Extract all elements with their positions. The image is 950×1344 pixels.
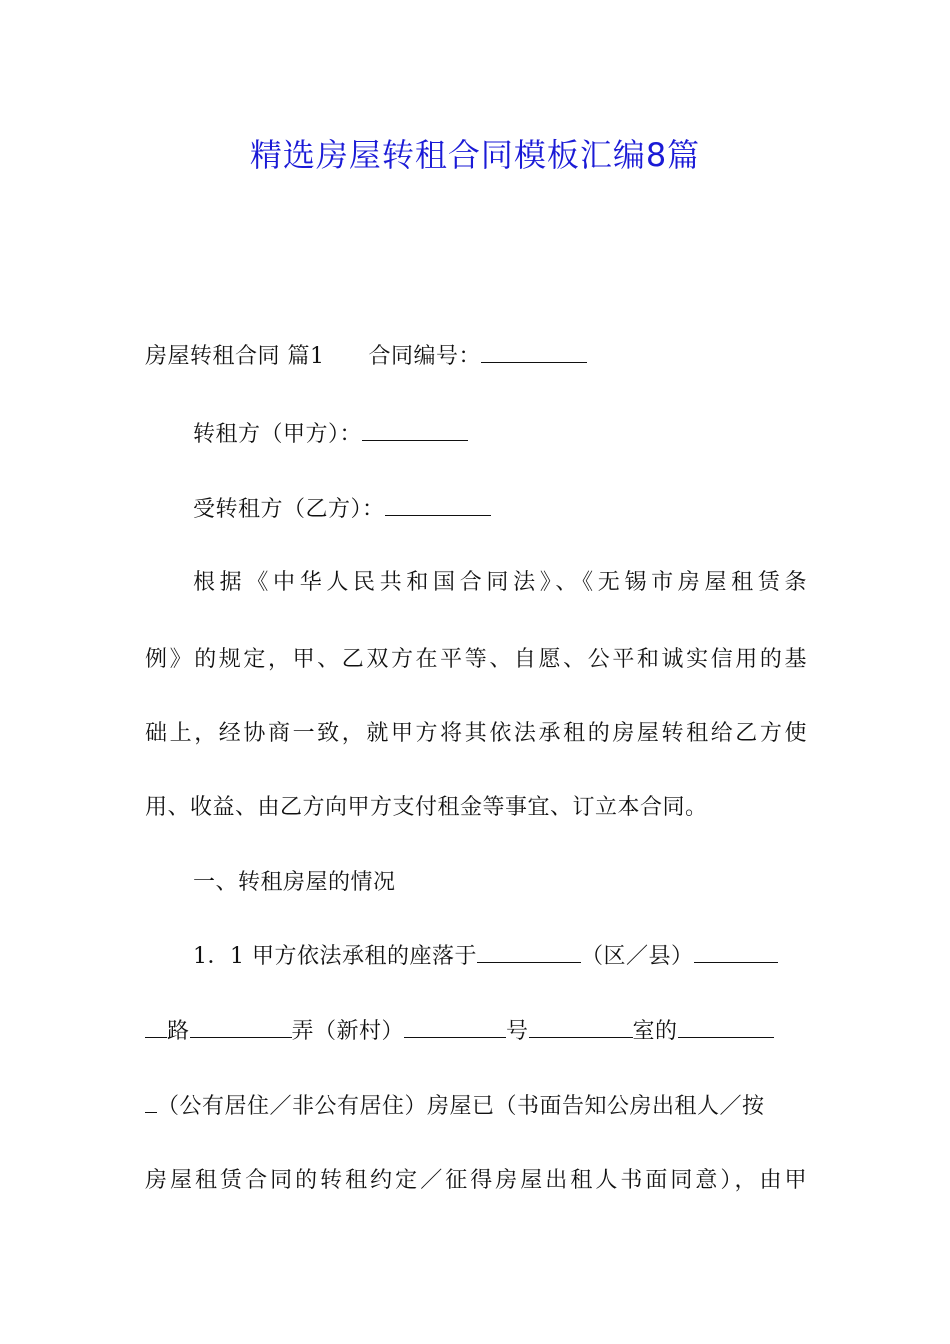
section-1-heading: 一、转租房屋的情况 [193, 870, 396, 895]
clause-1-1-line-3 [145, 1092, 807, 1122]
district-label: （区／县） [581, 944, 694, 969]
lane-blank [404, 1017, 506, 1038]
preamble-line-2: 例》的规定，甲、乙双方在平等、自愿、公平和诚实信用的基 [145, 647, 807, 672]
lane-label: 弄（新村） [291, 1019, 405, 1044]
room-label: 室的 [632, 1019, 678, 1044]
preamble-line-3: 础上，经协商一致，就甲方将其依法承租的房屋转租给乙方使 [145, 721, 807, 746]
road-label: 路 [167, 1019, 190, 1044]
party-a-line [193, 420, 807, 450]
housing-type: （公有居住／非公有居住）房屋已（书面告知公房出租人／按 [157, 1094, 765, 1119]
section-name: 房屋转租合同 篇1 [145, 344, 325, 369]
location-blank [477, 942, 581, 963]
clause-1-1-line-1 [193, 942, 807, 972]
party-a-label: 转租方（甲方）： [193, 422, 363, 447]
road-blank [190, 1017, 292, 1038]
document-title: 精选房屋转租合同模板汇编8篇 [249, 136, 701, 174]
party-b-label: 受转租方（乙方）： [193, 497, 385, 522]
district-blank [694, 942, 778, 963]
preamble-line-1: 根据《中华人民共和国合同法》、《无锡市房屋租赁条 [193, 570, 807, 595]
number-label: 号 [506, 1019, 529, 1044]
clause-1-1-line-4: 房屋租赁合同的转租约定／征得房屋出租人书面同意），由甲 [145, 1168, 807, 1193]
header-line [145, 342, 807, 372]
room-blank [678, 1017, 774, 1038]
road-blank-cont [145, 1017, 167, 1038]
party-b-line [193, 495, 807, 525]
type-blank-cont [145, 1092, 157, 1113]
clause-prefix: 1．1 甲方依法承租的座落于 [193, 944, 477, 969]
party-a-blank [362, 420, 468, 441]
number-blank [529, 1017, 633, 1038]
clause-1-1-line-2 [145, 1017, 807, 1047]
contract-no-blank [481, 342, 587, 363]
preamble-line-4: 用、收益、由乙方向甲方支付租金等事宜、订立本合同。 [145, 795, 708, 820]
party-b-blank [385, 495, 491, 516]
contract-no-label: 合同编号： [368, 344, 482, 369]
